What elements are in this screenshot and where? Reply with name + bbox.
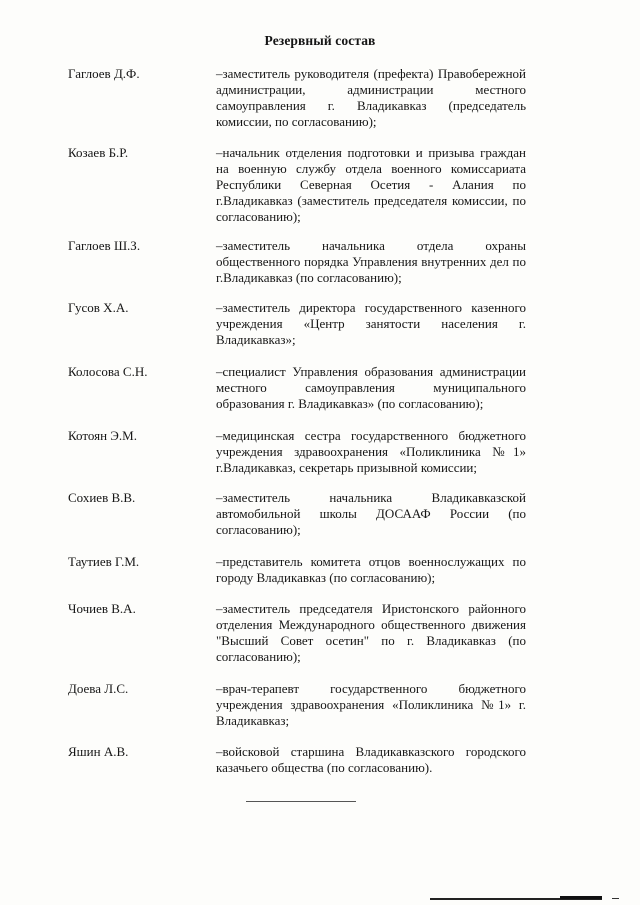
member-role: –представитель комитета отцов военнослужащих по городу Владикавказ (по согласованию);	[216, 554, 526, 585]
member-role: –врач-терапевт государственного бюджетного учреждения здравоохранения «Поликлиника №1» г. Владикавказ;	[216, 681, 526, 728]
page-title: Резервный состав	[264, 33, 376, 48]
member-name: Чочиев В.А.	[68, 601, 136, 616]
member-name: Колосова С.Н.	[68, 364, 148, 379]
member-name: Таутиев Г.М.	[68, 554, 140, 569]
member-name: Доева Л.С.	[68, 681, 129, 696]
member-name: Гаглоев Ш.З.	[68, 238, 141, 253]
member-role: –медицинская сестра государственного бюджетного учреждения здравоохранения «Поликлиника №1» г.Владикавказ, секретарь призывной комиссии;	[216, 428, 526, 475]
member-name: Гусов Х.А.	[68, 300, 129, 315]
member-name: Котоян Э.М.	[68, 428, 137, 443]
member-name: Сохиев В.В.	[68, 490, 136, 505]
bottom-rule-dash	[612, 898, 619, 899]
member-role: –начальник отделения подготовки и призыва граждан на военную службу отдела военного комиссариата Республики Северная Осетия - Алания по г.Владикавказ (заместитель председателя комиссии, по согласованию);	[216, 145, 526, 224]
member-role: –заместитель председателя Иристонского районного отделения Международного общественного движения "Высший Совет осетин" по г. Владикавказ (по согласованию);	[216, 601, 526, 664]
member-role: –заместитель начальника отдела охраны общественного порядка Управления внутренних дел по г.Владикавказ (по согласованию);	[216, 238, 526, 285]
member-role: –специалист Управления образования администрации местного самоуправления муниципального образования г. Владикавказ» (по согласованию);	[216, 364, 526, 411]
bottom-rule-mark	[560, 896, 602, 899]
separator-line	[246, 801, 356, 802]
member-name: Гаглоев Д.Ф.	[68, 66, 140, 81]
member-role: –заместитель руководителя (префекта) Правобережной администрации, администрации местного самоуправления г. Владикавказ (председатель комиссии, по согласованию);	[216, 66, 526, 129]
member-name: Яшин А.В.	[68, 744, 129, 759]
member-role: –войсковой старшина Владикавказского городского казачьего общества (по согласованию).	[216, 744, 526, 775]
member-name: Козаев Б.Р.	[68, 145, 129, 160]
member-role: –заместитель директора государственного казенного учреждения «Центр занятости населения г. Владикавказ»;	[216, 300, 526, 347]
member-role: –заместитель начальника Владикавказской автомобильной школы ДОСААФ России (по согласованию);	[216, 490, 526, 537]
